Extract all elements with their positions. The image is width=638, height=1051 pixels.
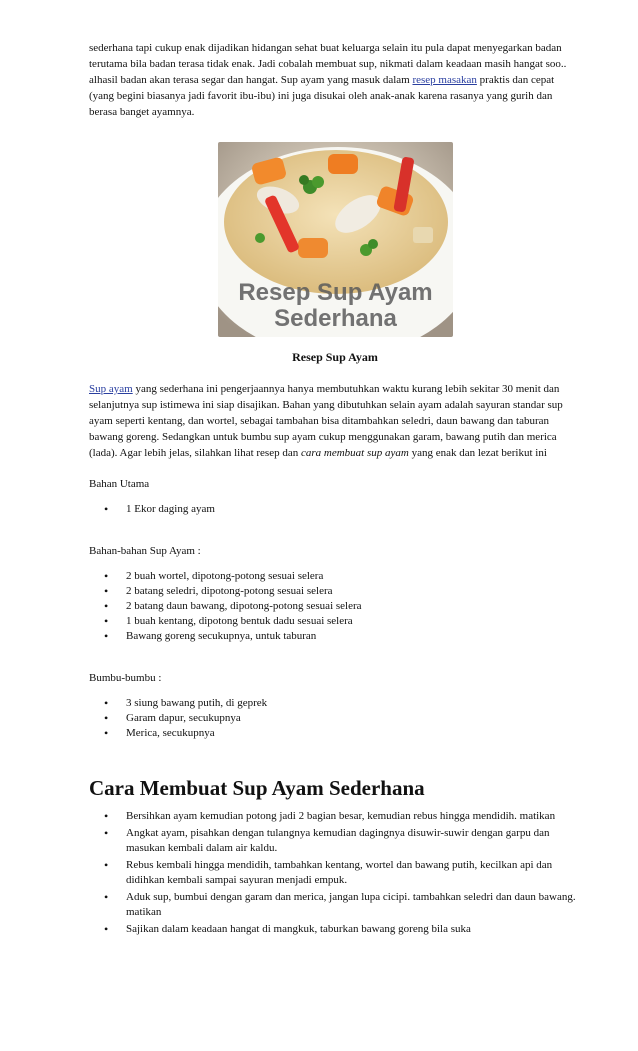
document-page: [89, 40, 581, 939]
intro-paragraph: [89, 40, 581, 120]
bahan-sup-label: Bahan-bahan Sup Ayam :: [89, 545, 201, 557]
step-item: • Angkat ayam, pisahkan dengan tulangnya kemudian dagingnya disuwir-suwir dengan garpu dan masukan kembali dalam air kaldu.: [126, 826, 581, 856]
intro-text-a: sederhana tapi cukup enak dijadikan hidangan sehat buat keluarga selain itu pula dapat menyegarkan badan terutama bila badan terasa tidak enak. Jadi cobalah membuat sup, nikmati dalam keadaan masih hangat soo.. alhasil badan akan terasa segar dan hangat. Sup ayam yang masuk dalam: [89, 42, 567, 86]
list-item: • Merica, secukupnya: [126, 726, 581, 741]
step-item: • Bersihkan ayam kemudian potong jadi 2 bagian besar, kemudian rebus hingga mendidih. matikan: [126, 809, 581, 824]
bumbu-label: Bumbu-bumbu :: [89, 672, 162, 684]
list-item: • 2 buah wortel, dipotong-potong sesuai selera: [126, 569, 581, 584]
list-item: • 2 batang seledri, dipotong-potong sesuai selera: [126, 584, 581, 599]
bahan-utama-list: [89, 502, 581, 517]
list-item: • 2 batang daun bawang, dipotong-potong sesuai selera: [126, 599, 581, 614]
bahan-sup-list: [89, 569, 581, 644]
cara-heading: Cara Membuat Sup Ayam Sederhana: [89, 776, 425, 800]
bumbu-list: [89, 696, 581, 741]
description-text-b: yang enak dan lezat berikut ini: [408, 447, 547, 459]
list-item: • 3 siung bawang putih, di geprek: [126, 696, 581, 711]
sup-ayam-link[interactable]: Sup ayam: [89, 383, 133, 395]
description-paragraph: [89, 381, 581, 461]
list-item: • Bawang goreng secukupnya, untuk taburan: [126, 629, 581, 644]
cara-membuat-italic: cara membuat sup ayam: [300, 447, 409, 459]
resep-masakan-link[interactable]: resep masakan: [412, 74, 477, 86]
soup-image: [218, 142, 453, 337]
list-item: • 1 buah kentang, dipotong bentuk dadu sesuai selera: [126, 614, 581, 629]
step-item: • Rebus kembali hingga mendidih, tambahkan kentang, wortel dan bawang putih, kecilkan api dan didihkan kembali sampai sayuran menjadi empuk.: [126, 858, 581, 888]
step-item: • Aduk sup, bumbui dengan garam dan merica, jangan lupa cicipi. tambahkan seledri dan daun bawang. matikan: [126, 890, 581, 920]
list-item: • Garam dapur, secukupnya: [126, 711, 581, 726]
watermark-line-1: Resep Sup Ayam: [238, 279, 433, 306]
bahan-utama-label: Bahan Utama: [89, 478, 150, 490]
watermark-line-2: Sederhana: [274, 305, 397, 332]
step-item: • Sajikan dalam keadaan hangat di mangkuk, taburkan bawang goreng bila suka: [126, 922, 581, 937]
description-text-a: yang sederhana ini pengerjaannya hanya membutuhkan waktu kurang lebih sekitar 30 menit dan selanjutnya sup istimewa ini siap disajikan. Bahan yang dibutuhkan selain ayam adalah sayuran standar sup ayam seperti kentang, dan wortel, sebagai tambahan bisa ditambahkan seledri, daun bawang dan taburan bawang goreng. Sedangkan untuk bumbu sup ayam cukup menggunakan garam, bawang putih dan merica (lada). Agar lebih jelas, silahkan lihat resep dan: [89, 383, 563, 459]
steps-list: [89, 809, 581, 937]
intro-text-b: praktis dan cepat (yang begini biasanya jadi favorit ibu-ibu) ini juga disukai oleh anak-anak karena rasanya yang gurih dan berasa banget ayamnya.: [89, 74, 555, 118]
image-caption: Resep Sup Ayam: [292, 350, 378, 364]
list-item: • 1 Ekor daging ayam: [126, 502, 581, 517]
